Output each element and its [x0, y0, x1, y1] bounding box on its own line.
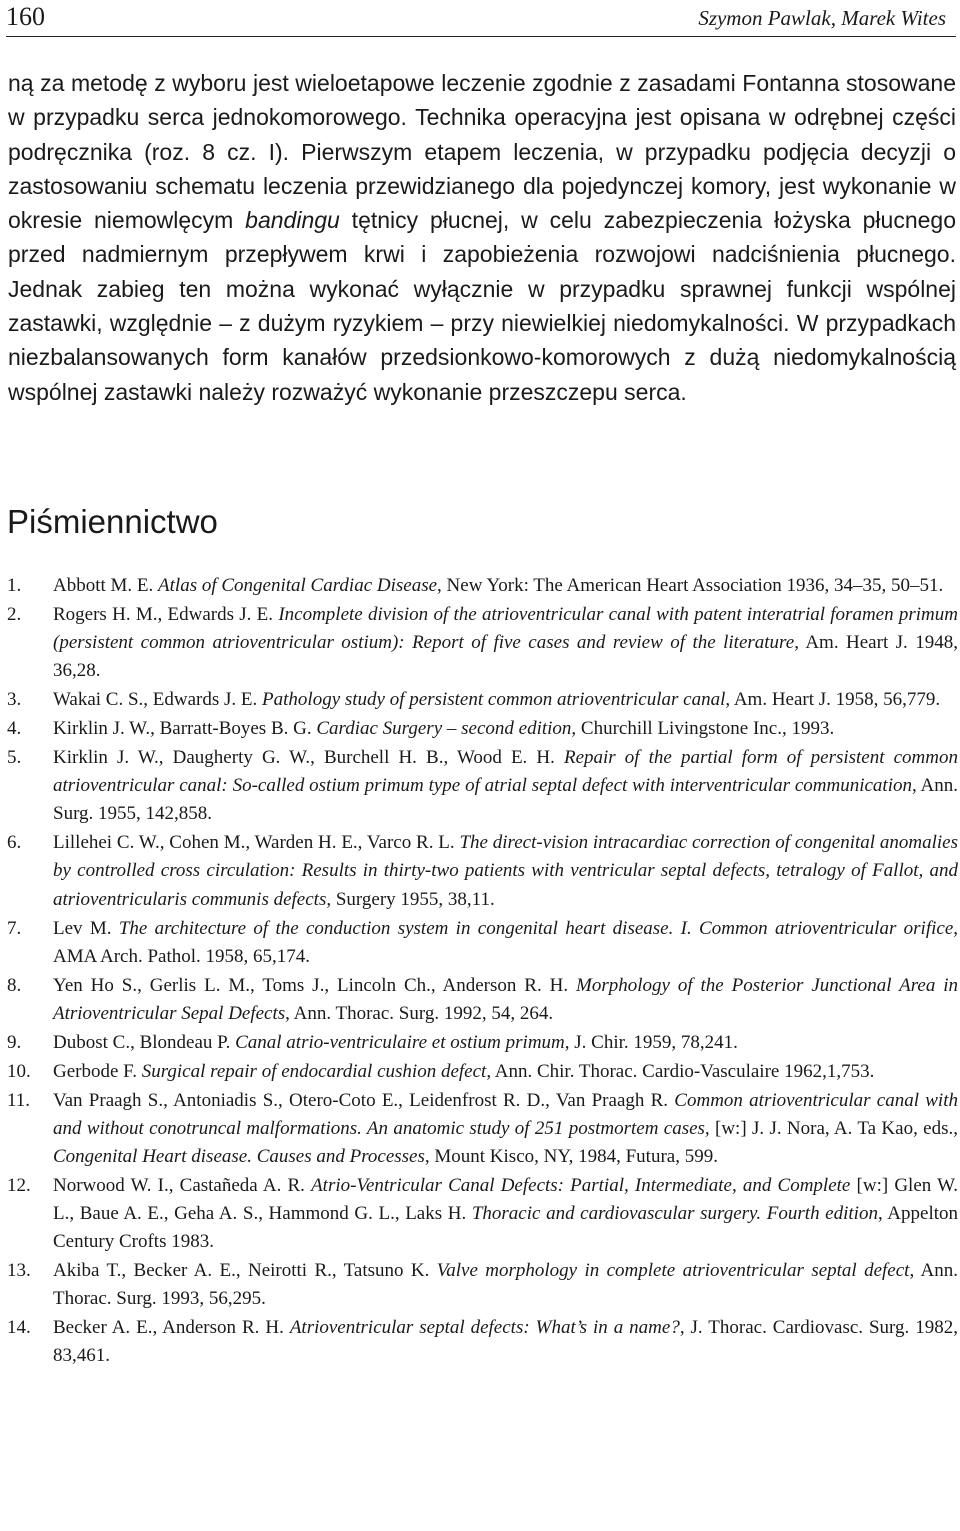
reference-title: Pathology study of persistent common atrioventricular canal [262, 689, 726, 711]
reference-text [53, 1029, 958, 1057]
reference-item [0, 1257, 958, 1313]
reference-text [53, 829, 958, 914]
page-number: 160 [6, 2, 45, 31]
reference-text [53, 686, 958, 714]
reference-number: 11. [7, 1089, 31, 1111]
reference-title: Morphology of the Posterior Junctional Area in Atrioventricular Sepal Defects [53, 974, 959, 1024]
reference-text [53, 1172, 958, 1257]
reference-item [0, 744, 958, 829]
reference-source: , Ann. Thorac. Surg. 1992, 54, 264. [285, 1002, 554, 1024]
reference-number: 7. [7, 917, 22, 939]
page-header [6, 0, 956, 37]
reference-item [0, 1058, 958, 1086]
reference-source: [w:] J. J. Nora, A. Ta Kao, eds., [709, 1117, 958, 1139]
reference-authors: Norwood W. I., Castañeda A. R. [53, 1174, 312, 1196]
reference-number: 10. [7, 1060, 31, 1082]
reference-number: 2. [7, 603, 22, 625]
reference-authors: Rogers H. M., Edwards J. E. [53, 603, 279, 625]
reference-list [0, 572, 958, 1371]
reference-item [0, 1029, 958, 1057]
reference-number: 9. [7, 1031, 22, 1053]
reference-item [0, 572, 958, 600]
reference-title: Repair of the partial form of persistent common atrioventricular canal: So-called ostium primum type of atrial septal defect with interventricular communication [53, 746, 958, 797]
reference-title: Canal atrio-ventriculaire et ostium primum [235, 1031, 565, 1053]
reference-source: , J. Chir. 1959, 78,241. [564, 1031, 738, 1053]
reference-source-2: , Mount Kisco, NY, 1984, Futura, 599. [424, 1145, 718, 1167]
reference-text [53, 972, 958, 1028]
reference-title: Atrioventricular septal defects: What’s in a name? [289, 1317, 680, 1339]
reference-source: [w:] Glen W. L., Baue A. E., Geha A. S., Hammond G. L., Laks H. [53, 1174, 959, 1225]
reference-authors: Lev M. [53, 917, 119, 939]
reference-authors: Akiba T., Becker A. E., Neirotti R., Tatsuno K. [53, 1260, 437, 1282]
body-paragraph [8, 66, 956, 409]
reference-text [53, 1058, 958, 1086]
reference-title: Valve morphology in complete atrioventricular septal defect [436, 1260, 910, 1282]
reference-item [0, 1087, 958, 1172]
body-text-italic: bandingu [245, 207, 340, 234]
reference-item [0, 1172, 958, 1257]
reference-text [53, 915, 958, 971]
reference-source: , Ann. Thorac. Surg. 1993, 56,295. [53, 1260, 958, 1310]
reference-title: Cardiac Surgery – second edition [316, 718, 572, 740]
reference-item [0, 915, 958, 971]
reference-authors: Kirklin J. W., Barratt-Boyes B. G. [53, 718, 317, 740]
reference-number: 5. [7, 746, 22, 768]
reference-source: , New York: The American Heart Association 1936, 34–35, 50–51. [437, 575, 944, 596]
reference-source-2: , Appelton Century Crofts 1983. [53, 1203, 958, 1253]
reference-source: , Am. Heart J. 1948, 36,28. [53, 632, 958, 682]
reference-title: Surgical repair of endocardial cushion defect [141, 1060, 487, 1082]
reference-text [53, 1314, 958, 1370]
reference-title: The direct-vision intracardiac correction of congenital anomalies by controlled cross circulation: Results in thirty-two patients with ventricular septal defects, tetralogy of Fallot, and atrioventricularis communis defects [53, 832, 958, 910]
reference-source: , Ann. Chir. Thorac. Cardio-Vasculaire 1962,1,753. [486, 1060, 875, 1082]
reference-text [53, 1257, 958, 1313]
reference-authors: Dubost C., Blondeau P. [53, 1031, 236, 1053]
reference-authors: Wakai C. S., Edwards J. E. [53, 689, 263, 711]
reference-title: Incomplete division of the atrioventricular canal with patent interatrial foramen primum (persistent common atrioventricular ostium): Report of five cases and review of the literature [53, 603, 958, 654]
reference-source: , AMA Arch. Pathol. 1958, 65,174. [53, 917, 959, 967]
reference-item [0, 829, 958, 914]
section-title-references: Piśmiennictwo [7, 503, 218, 540]
reference-item [0, 1314, 958, 1370]
reference-source: , Ann. Surg. 1955, 142,858. [53, 775, 958, 825]
reference-text [53, 1087, 958, 1172]
reference-authors: Becker A. E., Anderson R. H. [53, 1317, 290, 1339]
reference-text [53, 572, 958, 600]
reference-text [53, 601, 958, 686]
reference-title: Atlas of Congenital Cardiac Disease [158, 575, 438, 596]
reference-authors: Yen Ho S., Gerlis L. M., Toms J., Lincoln Ch., Anderson R. H. [53, 974, 576, 996]
reference-number: 13. [7, 1260, 31, 1282]
reference-number: 4. [7, 718, 22, 740]
reference-title-2: Congenital Heart disease. Causes and Processes [53, 1145, 425, 1167]
reference-source: , Am. Heart J. 1958, 56,779. [725, 689, 941, 711]
reference-number: 6. [7, 832, 22, 854]
reference-number: 1. [7, 575, 22, 596]
reference-number: 8. [7, 974, 22, 996]
body-text-part-1: ną za metodę z wyboru jest wieloetapowe leczenie zgodnie z zasadami Fontanna stosowane w przypadku serca jednokomorowego. Technika operacyjna jest opisana w odrębnej części podręcznika (roz. 8 cz. I). Pierwszym etapem leczenia, w przypadku podjęcia decyzji o zastosowaniu schematu leczenia przewidzianego dla pojedynczej komory, jest wykonanie w okresie niemowlęcym [8, 70, 956, 234]
running-head-authors: Szymon Pawlak, Marek Wites [698, 6, 946, 30]
reference-source: , Surgery 1955, 38,11. [326, 888, 495, 910]
reference-authors: Gerbode F. [53, 1060, 142, 1082]
reference-title-2: Thoracic and cardiovascular surgery. Fourth edition [471, 1203, 878, 1225]
reference-item [0, 715, 958, 743]
reference-number: 14. [7, 1317, 31, 1339]
reference-item [0, 972, 958, 1028]
reference-text [53, 744, 958, 829]
reference-source: , J. Thorac. Cardiovasc. Surg. 1982, 83,461. [53, 1317, 958, 1367]
reference-text [53, 715, 958, 743]
reference-title: Atrio-Ventricular Canal Defects: Partial, Intermediate, and Complete [311, 1174, 851, 1196]
reference-number: 3. [7, 689, 22, 711]
reference-title: The architecture of the conduction system in congenital heart disease. I. Common atrioventricular orifice [118, 917, 954, 939]
reference-source: , Churchill Livingstone Inc., 1993. [571, 718, 835, 740]
reference-authors: Kirklin J. W., Daugherty G. W., Burchell H. B., Wood E. H. [53, 746, 564, 768]
body-text-part-2: tętnicy płucnej, w celu zabezpieczenia łożyska płucnego przed nadmiernym przepływem krwi i zapobieżenia rozwojowi nadciśnienia płucnego. Jednak zabieg ten można wykonać wyłącznie w przypadku sprawnej funkcji wspólnej zastawki, względnie – z dużym ryzykiem – przy niewielkiej niedomykalności. W przypadkach niezbalansowanych form kanałów przedsionkowo-komorowych z dużą niedomykalnością wspólnej zastawki należy rozważyć wykonanie przeszczepu serca. [8, 207, 956, 405]
reference-item [0, 601, 958, 686]
reference-number: 12. [7, 1174, 31, 1196]
reference-item [0, 686, 958, 714]
reference-authors: Lillehei C. W., Cohen M., Warden H. E., Varco R. L. [53, 832, 460, 854]
reference-title: Common atrioventricular canal with and without conotruncal malformations. An anatomic study of 251 postmortem cases, [53, 1089, 958, 1139]
reference-authors: Van Praagh S., Antoniadis S., Otero-Coto E., Leidenfrost R. D., Van Praagh R. [53, 1089, 675, 1111]
reference-authors: Abbott M. E. [53, 575, 159, 596]
